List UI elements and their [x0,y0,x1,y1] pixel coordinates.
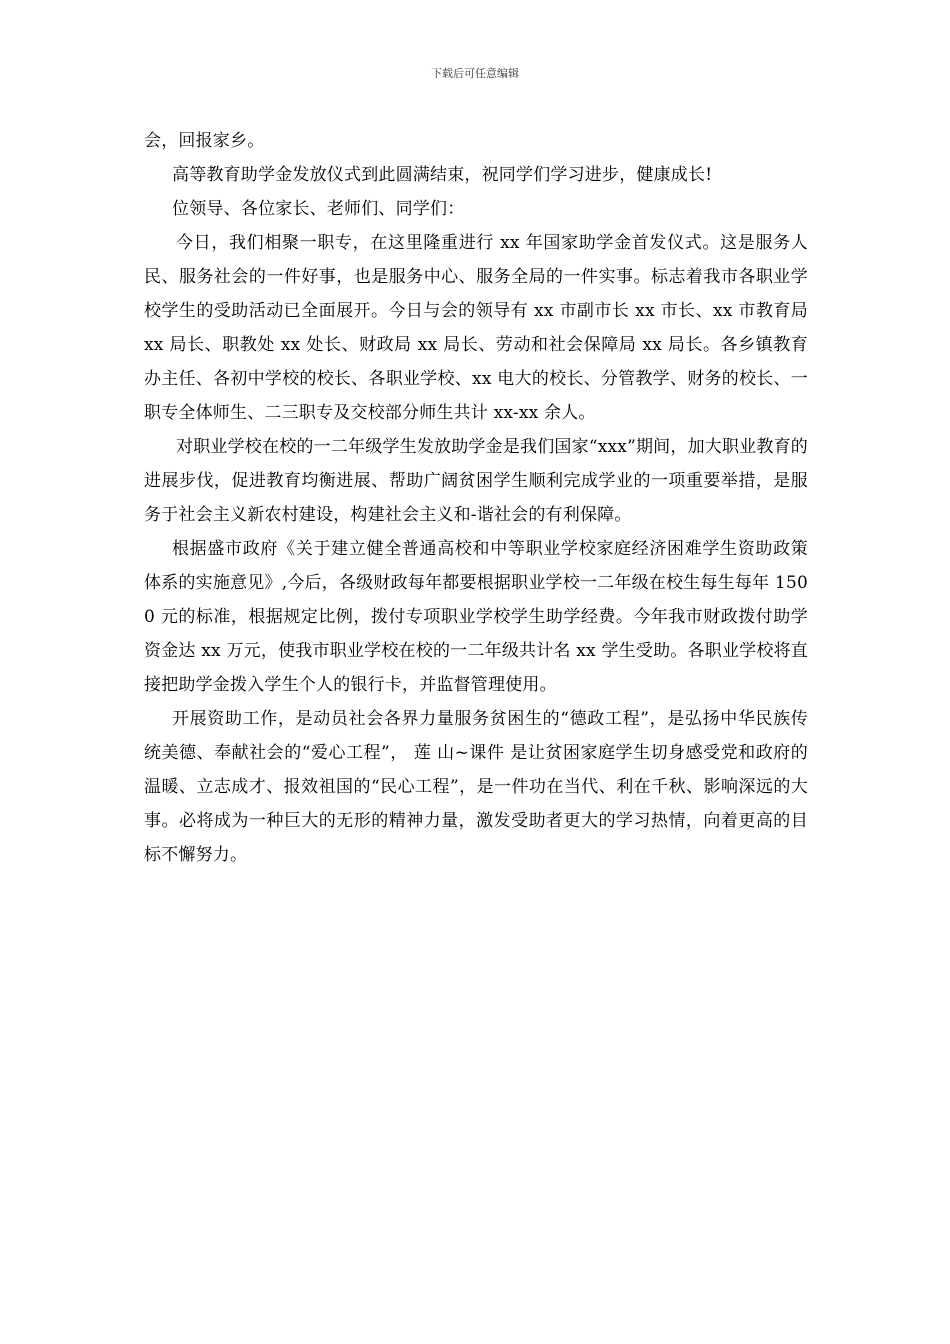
paragraph-7: 开展资助工作，是动员社会各界力量服务贫困生的“德政工程”，是弘扬中华民族传统美德、奉献社会的“爱心工程”， 莲 山~课件 是让贫困家庭学生切身感受党和政府的温暖、立志成才、报效祖国的“民心工程”，是一件功在当代、利在千秋、影响深远的大事。必将成为一种巨大的无形的精神力量，激发受助者更大的学习热情，向着更高的目标不懈努力。 [144,709,808,865]
paragraph-2: 高等教育助学金发放仪式到此圆满结束，祝同学们学习进步，健康成长! [172,165,713,185]
document-body [144,124,808,872]
paragraph-6: 根据盛市政府《关于建立健全普通高校和中等职业学校家庭经济困难学生资助政策体系的实施意见》,今后，各级财政每年都要根据职业学校一二年级在校生每生每年 1500 元的标准，根据规定比例，拨付专项职业学校学生助学经费。今年我市财政拨付助学资金达 xx 万元，使我市职业学校在校的一二年级共计名 xx 学生受助。各职业学校将直接把助学金拨入学生个人的银行卡，并监督管理使用。 [144,539,808,695]
paragraph-4: 今日，我们相聚一职专，在这里隆重进行 xx 年国家助学金首发仪式。这是服务人民、服务社会的一件好事，也是服务中心、服务全局的一件实事。标志着我市各职业学校学生的受助活动已全面展开。今日与会的领导有 xx 市副市长 xx 市长、xx 市教育局 xx 局长、职教处 xx 处长、财政局 xx 局长、劳动和社会保障局 xx 局长。各乡镇教育办主任、各初中学校的校长、各职业学校、xx 电大的校长、分管教学、财务的校长、一职专全体师生、二三职专及交校部分师生共计 xx-xx 余人。 [144,233,808,423]
paragraph-5: 对职业学校在校的一二年级学生发放助学金是我们国家“xxx”期间，加大职业教育的进展步伐，促进教育均衡进展、帮助广阔贫困学生顺利完成学业的一项重要举措，是服务于社会主义新农村建设，构建社会主义和-谐社会的有利保障。 [144,437,808,525]
paragraph-1: 会，回报家乡。 [144,131,265,151]
page-header: 下载后可任意编辑 [431,67,519,80]
paragraph-3: 位领导、各位家长、老师们、同学们： [172,199,465,219]
